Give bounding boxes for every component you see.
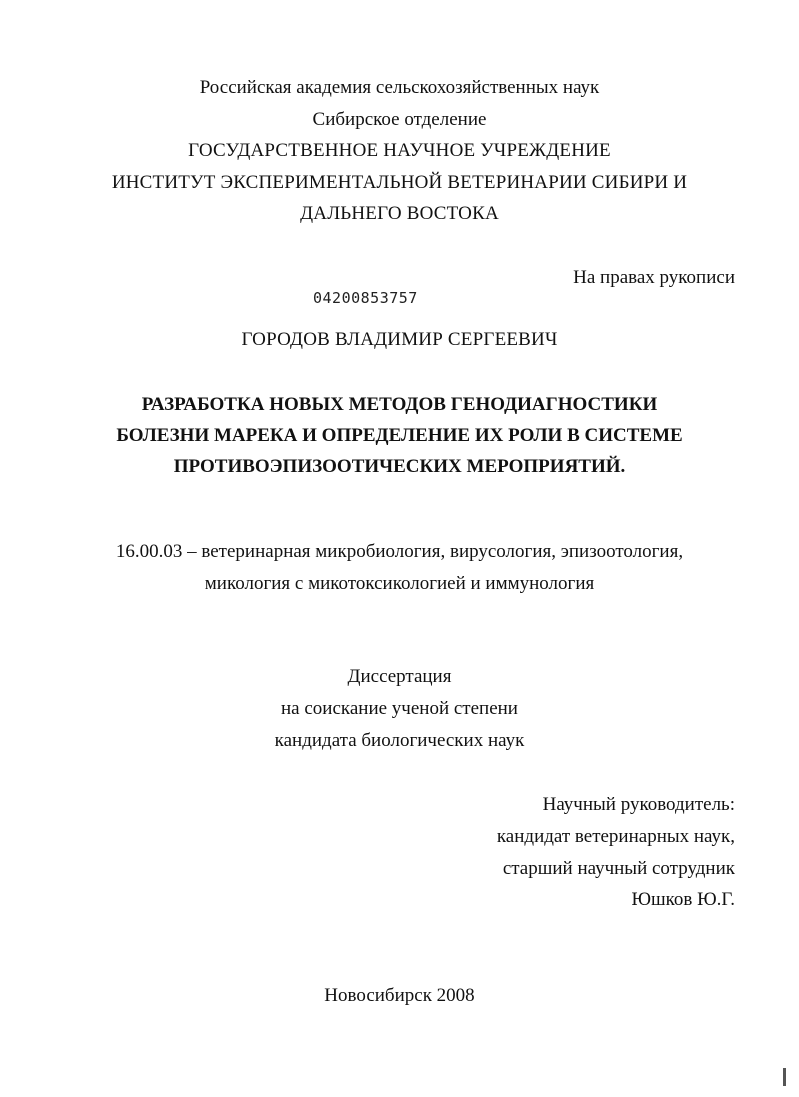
thesis-title-line-2: БОЛЕЗНИ МАРЕКА И ОПРЕДЕЛЕНИЕ ИХ РОЛИ В СИСТЕМЕ	[116, 425, 683, 446]
supervisor-position: старший научный сотрудник	[502, 858, 735, 879]
specialty-line-2: микология с микотоксикологией и иммунология	[204, 573, 595, 594]
specialty-line-1: 16.00.03 – ветеринарная микробиология, вирусология, эпизоотология,	[115, 541, 684, 562]
academy-name: Российская академия сельскохозяйственных наук	[199, 77, 600, 98]
institution-line-3: ДАЛЬНЕГО ВОСТОКА	[300, 203, 499, 224]
institution-line-1: ГОСУДАРСТВЕННОЕ НАУЧНОЕ УЧРЕЖДЕНИЕ	[188, 140, 611, 161]
thesis-title-line-1: РАЗРАБОТКА НОВЫХ МЕТОДОВ ГЕНОДИАГНОСТИКИ	[141, 394, 658, 415]
institution-line-2: ИНСТИТУТ ЭКСПЕРИМЕНТАЛЬНОЙ ВЕТЕРИНАРИИ СИБИРИ И	[111, 172, 688, 193]
manuscript-note: На правах рукописи	[573, 267, 735, 288]
city-year: Новосибирск 2008	[324, 985, 475, 1006]
branch-name: Сибирское отделение	[312, 109, 487, 130]
thesis-title-line-3: ПРОТИВОЭПИЗООТИЧЕСКИХ МЕРОПРИЯТИЙ.	[173, 456, 626, 477]
dissertation-label: Диссертация	[347, 666, 452, 687]
supervisor-degree: кандидат ветеринарных наук,	[496, 826, 735, 847]
scan-edge-mark	[783, 1068, 786, 1086]
supervisor-name: Юшков Ю.Г.	[631, 889, 735, 910]
registration-number: 04200853757	[313, 289, 418, 307]
degree-name: кандидата биологических наук	[274, 730, 525, 751]
supervisor-label: Научный руководитель:	[542, 794, 735, 815]
author-name: ГОРОДОВ ВЛАДИМИР СЕРГЕЕВИЧ	[241, 329, 558, 350]
degree-purpose: на соискание ученой степени	[281, 698, 518, 719]
